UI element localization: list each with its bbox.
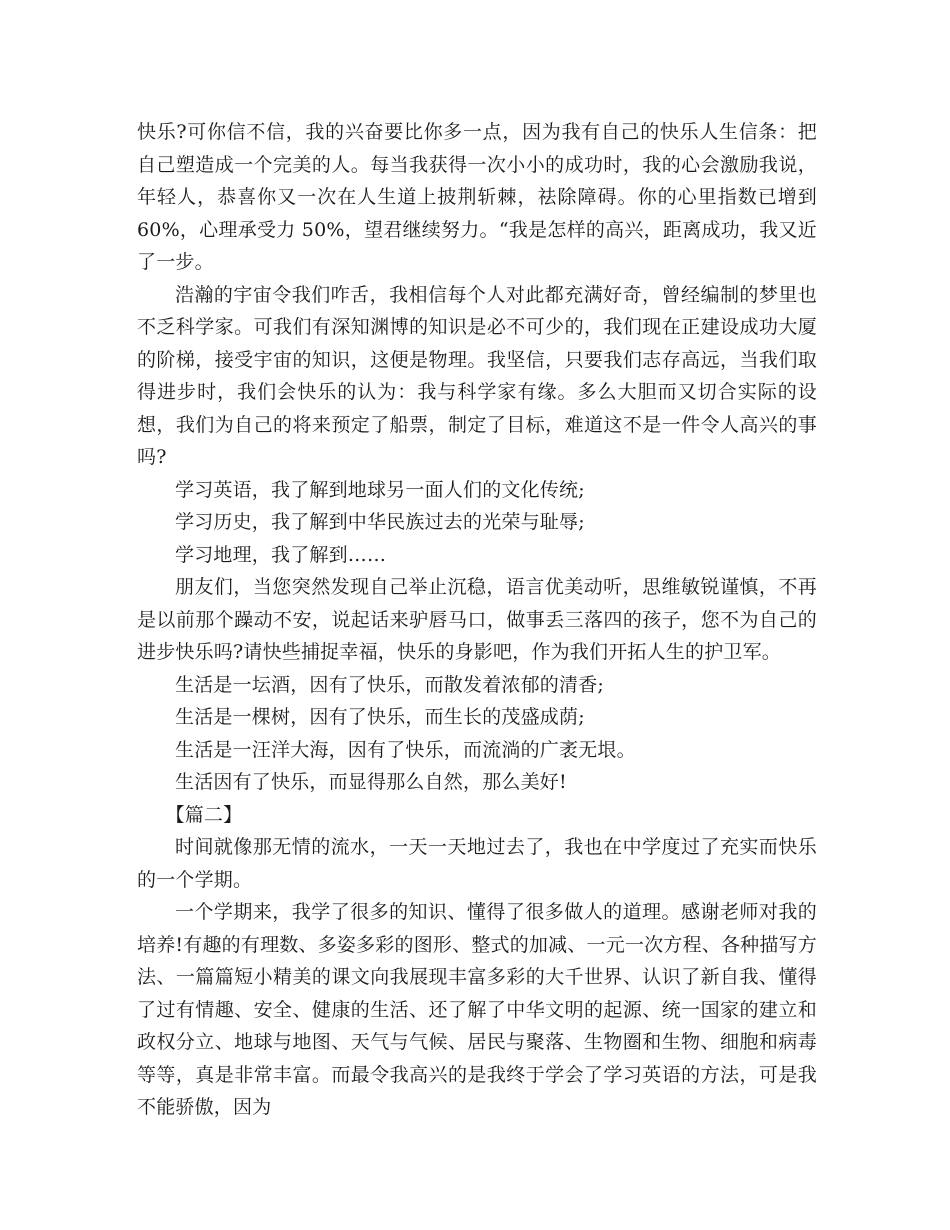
paragraph: 一个学期来，我学了很多的知识、懂得了很多做人的道理。感谢老师对我的培养!有趣的有理数、多姿多彩的图形、整式的加减、一元一次方程、各种描写方法、一篇篇短小精美的课文向我展现丰富多彩的大千世界、认识了新自我、懂得了过有情趣、安全、健康的生活、还了解了中华文明的起源、统一国家的建立和政权分立、地球与地图、天气与气候、居民与聚落、生物圈和生物、细胞和病毒等等，真是非常丰富。而最令我高兴的是我终于学会了学习英语的方法，可是我不能骄傲，因为 — [137, 901, 817, 1118]
document-body — [137, 116, 817, 1124]
paragraph: 生活是一汪洋大海，因有了快乐，而流淌的广袤无垠。 — [175, 738, 636, 761]
paragraph: 生活是一棵树，因有了快乐，而生长的茂盛成荫; — [175, 706, 585, 728]
paragraph: 时间就像那无情的流水，一天一天地过去了，我也在中学度过了充实而快乐的一个学期。 — [137, 836, 817, 891]
paragraph: 快乐?可你信不信，我的兴奋要比你多一点，因为我有自己的快乐人生信条：把自己塑造成一个完美的人。每当我获得一次小小的成功时，我的心会激励我说，年轻人，恭喜你又一次在人生道上披荆斩棘，祛除障碍。你的心里指数已增到 60%，心理承受力 50%，望君继续努力。“我是怎样的高兴，距离成功，我又近了一步。 — [137, 121, 817, 273]
paragraph: 浩瀚的宇宙令我们咋舌，我相信每个人对此都充满好奇，曾经编制的梦里也不乏科学家。可我们有深知渊博的知识是必不可少的，我们现在正建设成功大厦的阶梯，接受宇宙的知识，这便是物理。我坚信，只要我们志存高远，当我们取得进步时，我们会快乐的认为：我与科学家有缘。多么大胆而又切合实际的设想，我们为自己的将来预定了船票，制定了目标，难道这不是一件令人高兴的事吗? — [137, 283, 817, 468]
section-heading: 【篇二】 — [165, 803, 243, 826]
paragraph: 学习历史，我了解到中华民族过去的光荣与耻辱; — [175, 511, 585, 533]
paragraph: 学习英语，我了解到地球另一面人们的文化传统; — [175, 478, 585, 501]
paragraph: 生活是一坛酒，因有了快乐，而散发着浓郁的清香; — [175, 673, 605, 696]
paragraph: 学习地理，我了解到…… — [175, 543, 387, 566]
paragraph: 生活因有了快乐，而显得那么自然，那么美好! — [175, 771, 567, 793]
paragraph: 朋友们，当您突然发现自己举止沉稳，语言优美动听，思维敏锐谨慎，不再是以前那个躁动不安，说起话来驴唇马口，做事丢三落四的孩子，您不为自己的进步快乐吗?请快些捕捉幸福，快乐的身影吧，作为我们开拓人生的护卫军。 — [137, 576, 817, 663]
